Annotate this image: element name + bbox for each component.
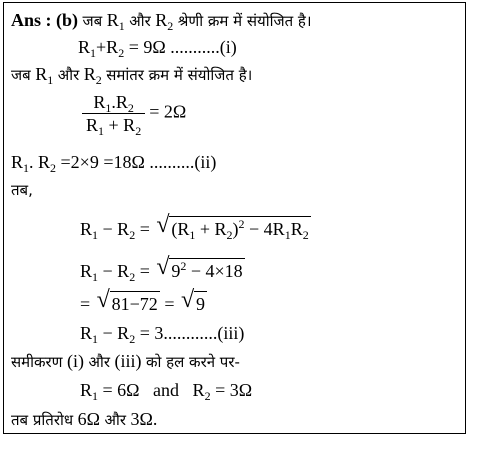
hindi-text: तब, [11, 181, 33, 199]
hindi-text: जब [82, 12, 103, 30]
hindi-text: तब प्रतिरोध [11, 411, 74, 429]
symbol-r2: $R_2$ [155, 10, 174, 33]
hindi-text: को हल करने पर- [145, 353, 240, 371]
difference-formula: $R_1 - R_2$ = √ $(R_1 + R_2)^2 - 4R_1R_2$ [80, 212, 309, 242]
parallel-formula: $\frac{R_1.R_2}{R_1 + R_2}$ = 2Ω [82, 92, 186, 135]
square-root: √ $(R_1 + R_2)^2 - 4R_1R_2$ [156, 212, 309, 242]
difference-substituted: $R_1 - R_2$ = √ $9^2 - 4\times 18$ [80, 254, 243, 284]
square-root: √ 81−72 [96, 287, 158, 314]
result-values: $R_1 = 6\Omega$ and $R_2 = 3\Omega$ [80, 380, 253, 403]
hindi-text: और [129, 12, 151, 30]
then-line [11, 178, 33, 201]
square-root: √ 9 [180, 287, 205, 314]
fraction-denominator: $R_1 + R_2$ [86, 115, 142, 138]
square-root: √ $9^2 - 4\times 18$ [156, 254, 243, 281]
symbol-r1: $R_1$ [35, 64, 54, 87]
equation-i: $R_1+R_2 = 9\Omega$ ...........(i) [78, 37, 237, 60]
answer-line [11, 9, 312, 32]
hindi-text: श्रेणी क्रम में संयोजित है। [177, 12, 312, 30]
symbol-r2: $R_2$ [83, 64, 102, 87]
solving-line: समीकरण (i) और (iii) को हल करने पर- [11, 351, 240, 371]
symbol-r1: $R_1$ [106, 10, 125, 33]
hindi-text: जब [11, 66, 31, 84]
conclusion-line: तब प्रतिरोध 6Ω और 3Ω. [11, 409, 158, 429]
hindi-text: और [104, 411, 126, 429]
difference-simplified: = √ 81−72 = √ 9 [80, 287, 205, 314]
answer-label: Ans : (b) [11, 10, 79, 30]
fraction [82, 92, 145, 138]
hindi-text: समांतर क्रम में संयोजित है। [106, 66, 253, 84]
parallel-line [11, 63, 252, 86]
equation-iii: $R_1 - R_2 = 3............(iii)$ [80, 323, 245, 346]
and-word: and [153, 380, 180, 400]
equation-ii: $R_1$. $R_2 =2\times 9 =18\Omega$ ..........(ii) [11, 152, 217, 175]
hindi-text: समीकरण [11, 353, 63, 371]
fraction-numerator: $R_1.R_2$ [82, 92, 145, 114]
hindi-text: और [57, 66, 80, 84]
hindi-text: और [88, 353, 110, 371]
